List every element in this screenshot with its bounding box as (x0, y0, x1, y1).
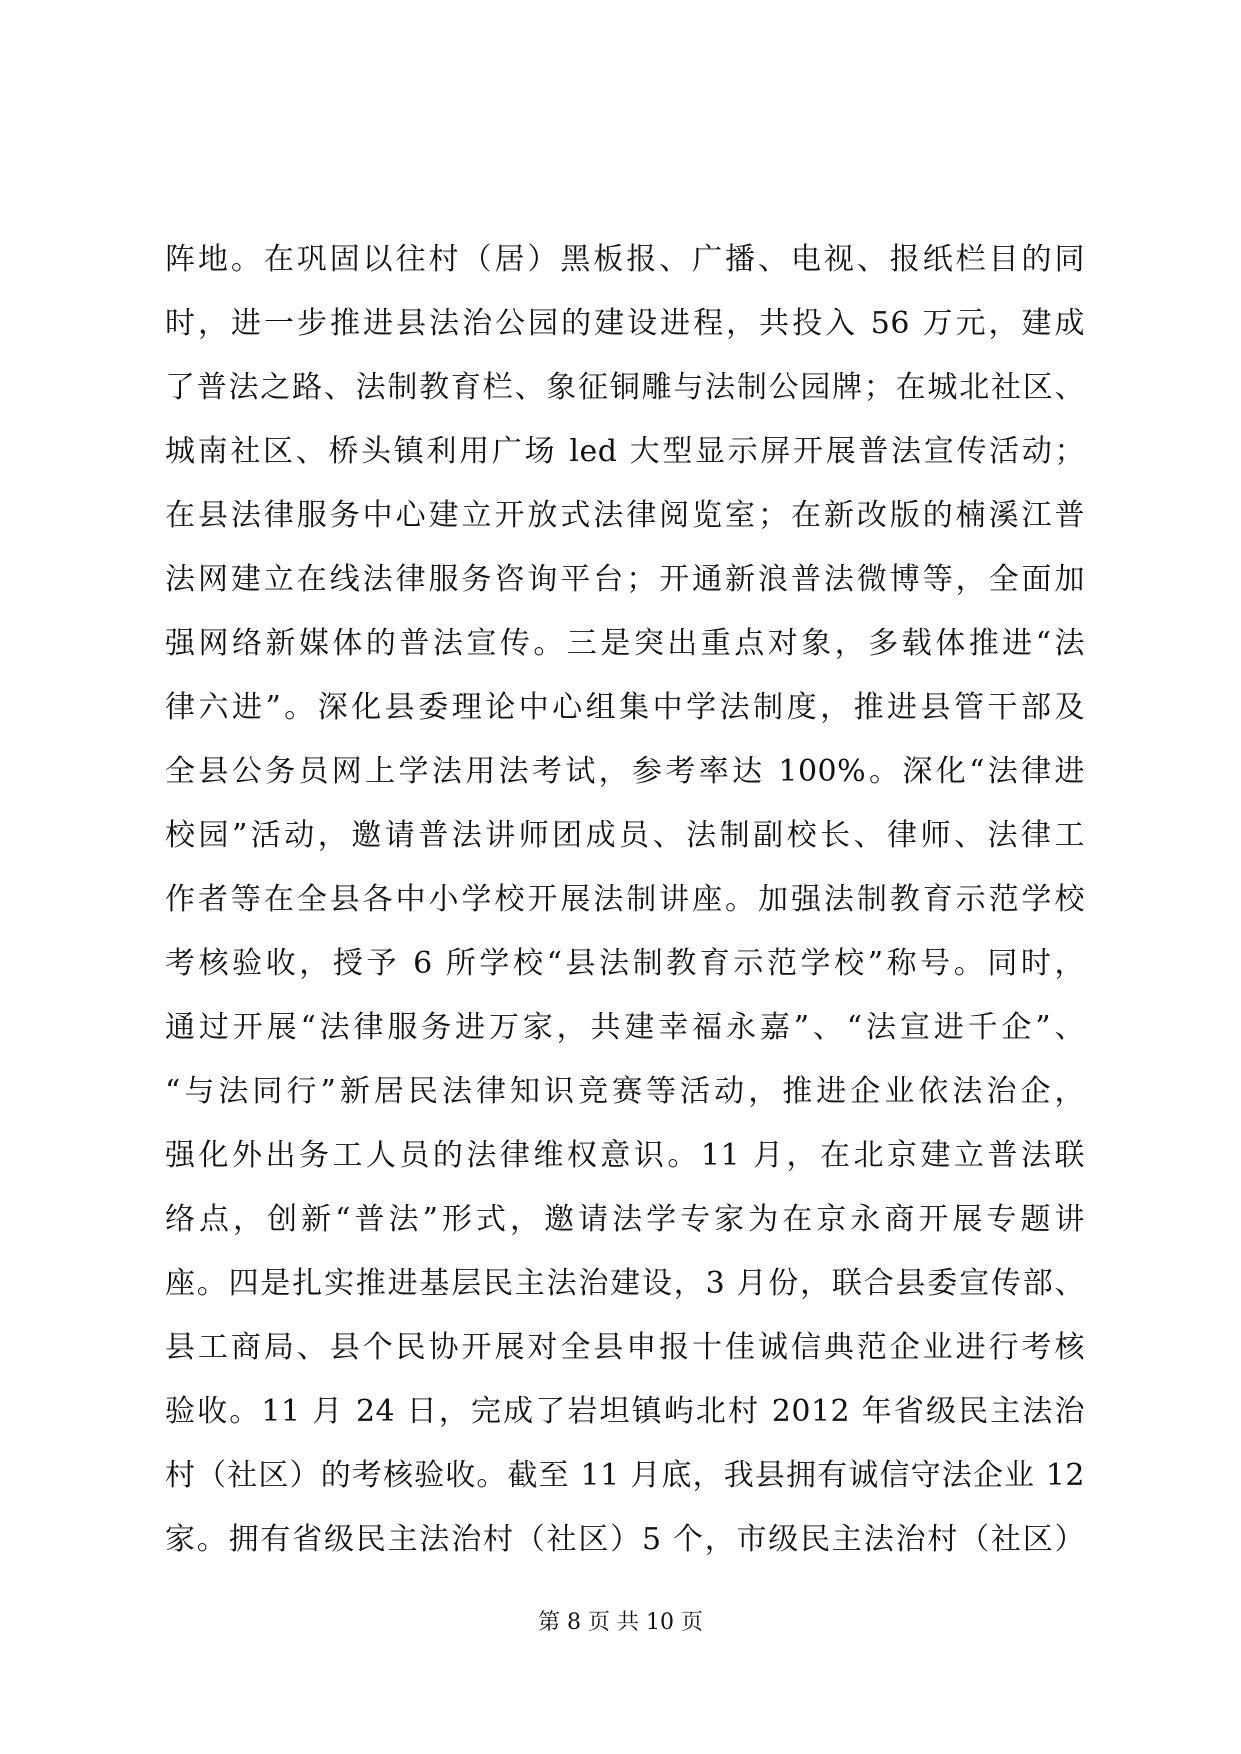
text-line: 县工商局、县个民协开展对全县申报十佳诚信典范企业进行考核 (165, 1330, 1085, 1365)
text-line: 座。四是扎实推进基层民主法治建设，3 月份，联合县委宣传部、 (165, 1266, 1085, 1301)
page-footer: 第 8 页 共 10 页 (538, 1610, 703, 1635)
text-line: 时，进一步推进县法治公园的建设进程，共投入 56 万元，建成 (165, 306, 1085, 341)
text-line: “与法同行”新居民法律知识竞赛等活动，推进企业依法治企， (165, 1074, 1085, 1109)
text-line: 全县公务员网上学法用法考试，参考率达 100%。深化“法律进 (165, 754, 1085, 789)
text-line: 阵地。在巩固以往村（居）黑板报、广播、电视、报纸栏目的同 (165, 242, 1085, 277)
text-line: 法网建立在线法律服务咨询平台；开通新浪普法微博等，全面加 (165, 562, 1085, 597)
text-line: 村（社区）的考核验收。截至 11 月底，我县拥有诚信守法企业 12 (165, 1458, 1085, 1493)
text-line: 作者等在全县各中小学校开展法制讲座。加强法制教育示范学校 (165, 882, 1085, 917)
text-line: 城南社区、桥头镇利用广场 led 大型显示屏开展普法宣传活动； (165, 434, 1085, 469)
text-line: 在县法律服务中心建立开放式法律阅览室；在新改版的楠溪江普 (165, 498, 1085, 533)
text-line: 律六进”。深化县委理论中心组集中学法制度，推进县管干部及 (165, 690, 1085, 725)
text-line: 考核验收，授予 6 所学校“县法制教育示范学校”称号。同时， (165, 946, 1085, 981)
text-line: 验收。11 月 24 日，完成了岩坦镇屿北村 2012 年省级民主法治 (165, 1394, 1085, 1429)
text-line: 强化外出务工人员的法律维权意识。11 月，在北京建立普法联 (165, 1138, 1085, 1173)
body-text (165, 228, 1085, 1572)
text-line: 家。拥有省级民主法治村（社区）5 个，市级民主法治村（社区） (165, 1522, 1085, 1557)
text-line: 通过开展“法律服务进万家，共建幸福永嘉”、“法宣进千企”、 (165, 1010, 1085, 1045)
text-line: 强网络新媒体的普法宣传。三是突出重点对象，多载体推进“法 (165, 626, 1085, 661)
text-line: 校园”活动，邀请普法讲师团成员、法制副校长、律师、法律工 (165, 818, 1085, 853)
text-line: 络点，创新“普法”形式，邀请法学专家为在京永商开展专题讲 (165, 1202, 1085, 1237)
text-line: 了普法之路、法制教育栏、象征铜雕与法制公园牌；在城北社区、 (165, 370, 1085, 405)
